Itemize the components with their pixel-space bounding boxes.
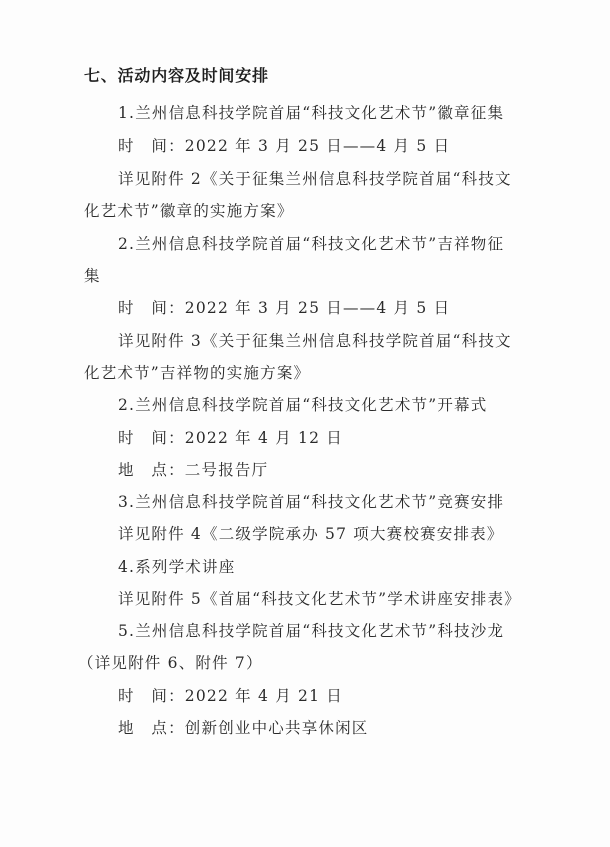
item-2a-time: 时 间：2022 年 3 月 25 日——4 月 5 日 [118, 299, 451, 317]
item-2a-title-cont: 集 [84, 267, 101, 285]
item-5-title-cont: （详见附件 6、附件 7） [78, 654, 263, 672]
item-5-place: 地 点：创新创业中心共享休闲区 [118, 719, 369, 737]
item-1-title: 1.兰州信息科技学院首届“科技文化艺术节”徽章征集 [118, 104, 505, 122]
item-2a-detail-cont: 化艺术节”吉祥物的实施方案》 [84, 364, 311, 382]
item-2b-time: 时 间：2022 年 4 月 12 日 [118, 429, 343, 447]
item-2a-detail: 详见附件 3《关于征集兰州信息科技学院首届“科技文 [118, 332, 512, 350]
item-1-time: 时 间：2022 年 3 月 25 日——4 月 5 日 [118, 137, 451, 155]
item-3-title: 3.兰州信息科技学院首届“科技文化艺术节”竞赛安排 [118, 493, 505, 511]
section-heading: 七、活动内容及时间安排 [84, 66, 269, 85]
item-2b-title: 2.兰州信息科技学院首届“科技文化艺术节”开幕式 [118, 396, 488, 414]
item-5-time: 时 间：2022 年 4 月 21 日 [118, 687, 343, 705]
item-2a-title: 2.兰州信息科技学院首届“科技文化艺术节”吉祥物征 [118, 235, 505, 253]
item-5-title: 5.兰州信息科技学院首届“科技文化艺术节”科技沙龙 [118, 622, 505, 640]
item-4-detail: 详见附件 5《首届“科技文化艺术节”学术讲座安排表》 [118, 590, 521, 608]
item-3-detail: 详见附件 4《二级学院承办 57 项大赛校赛安排表》 [118, 525, 504, 543]
item-1-detail-cont: 化艺术节”徽章的实施方案》 [84, 202, 294, 220]
item-4-title: 4.系列学术讲座 [118, 558, 236, 576]
item-1-detail: 详见附件 2《关于征集兰州信息科技学院首届“科技文 [118, 170, 512, 188]
item-2b-place: 地 点：二号报告厅 [118, 461, 269, 479]
